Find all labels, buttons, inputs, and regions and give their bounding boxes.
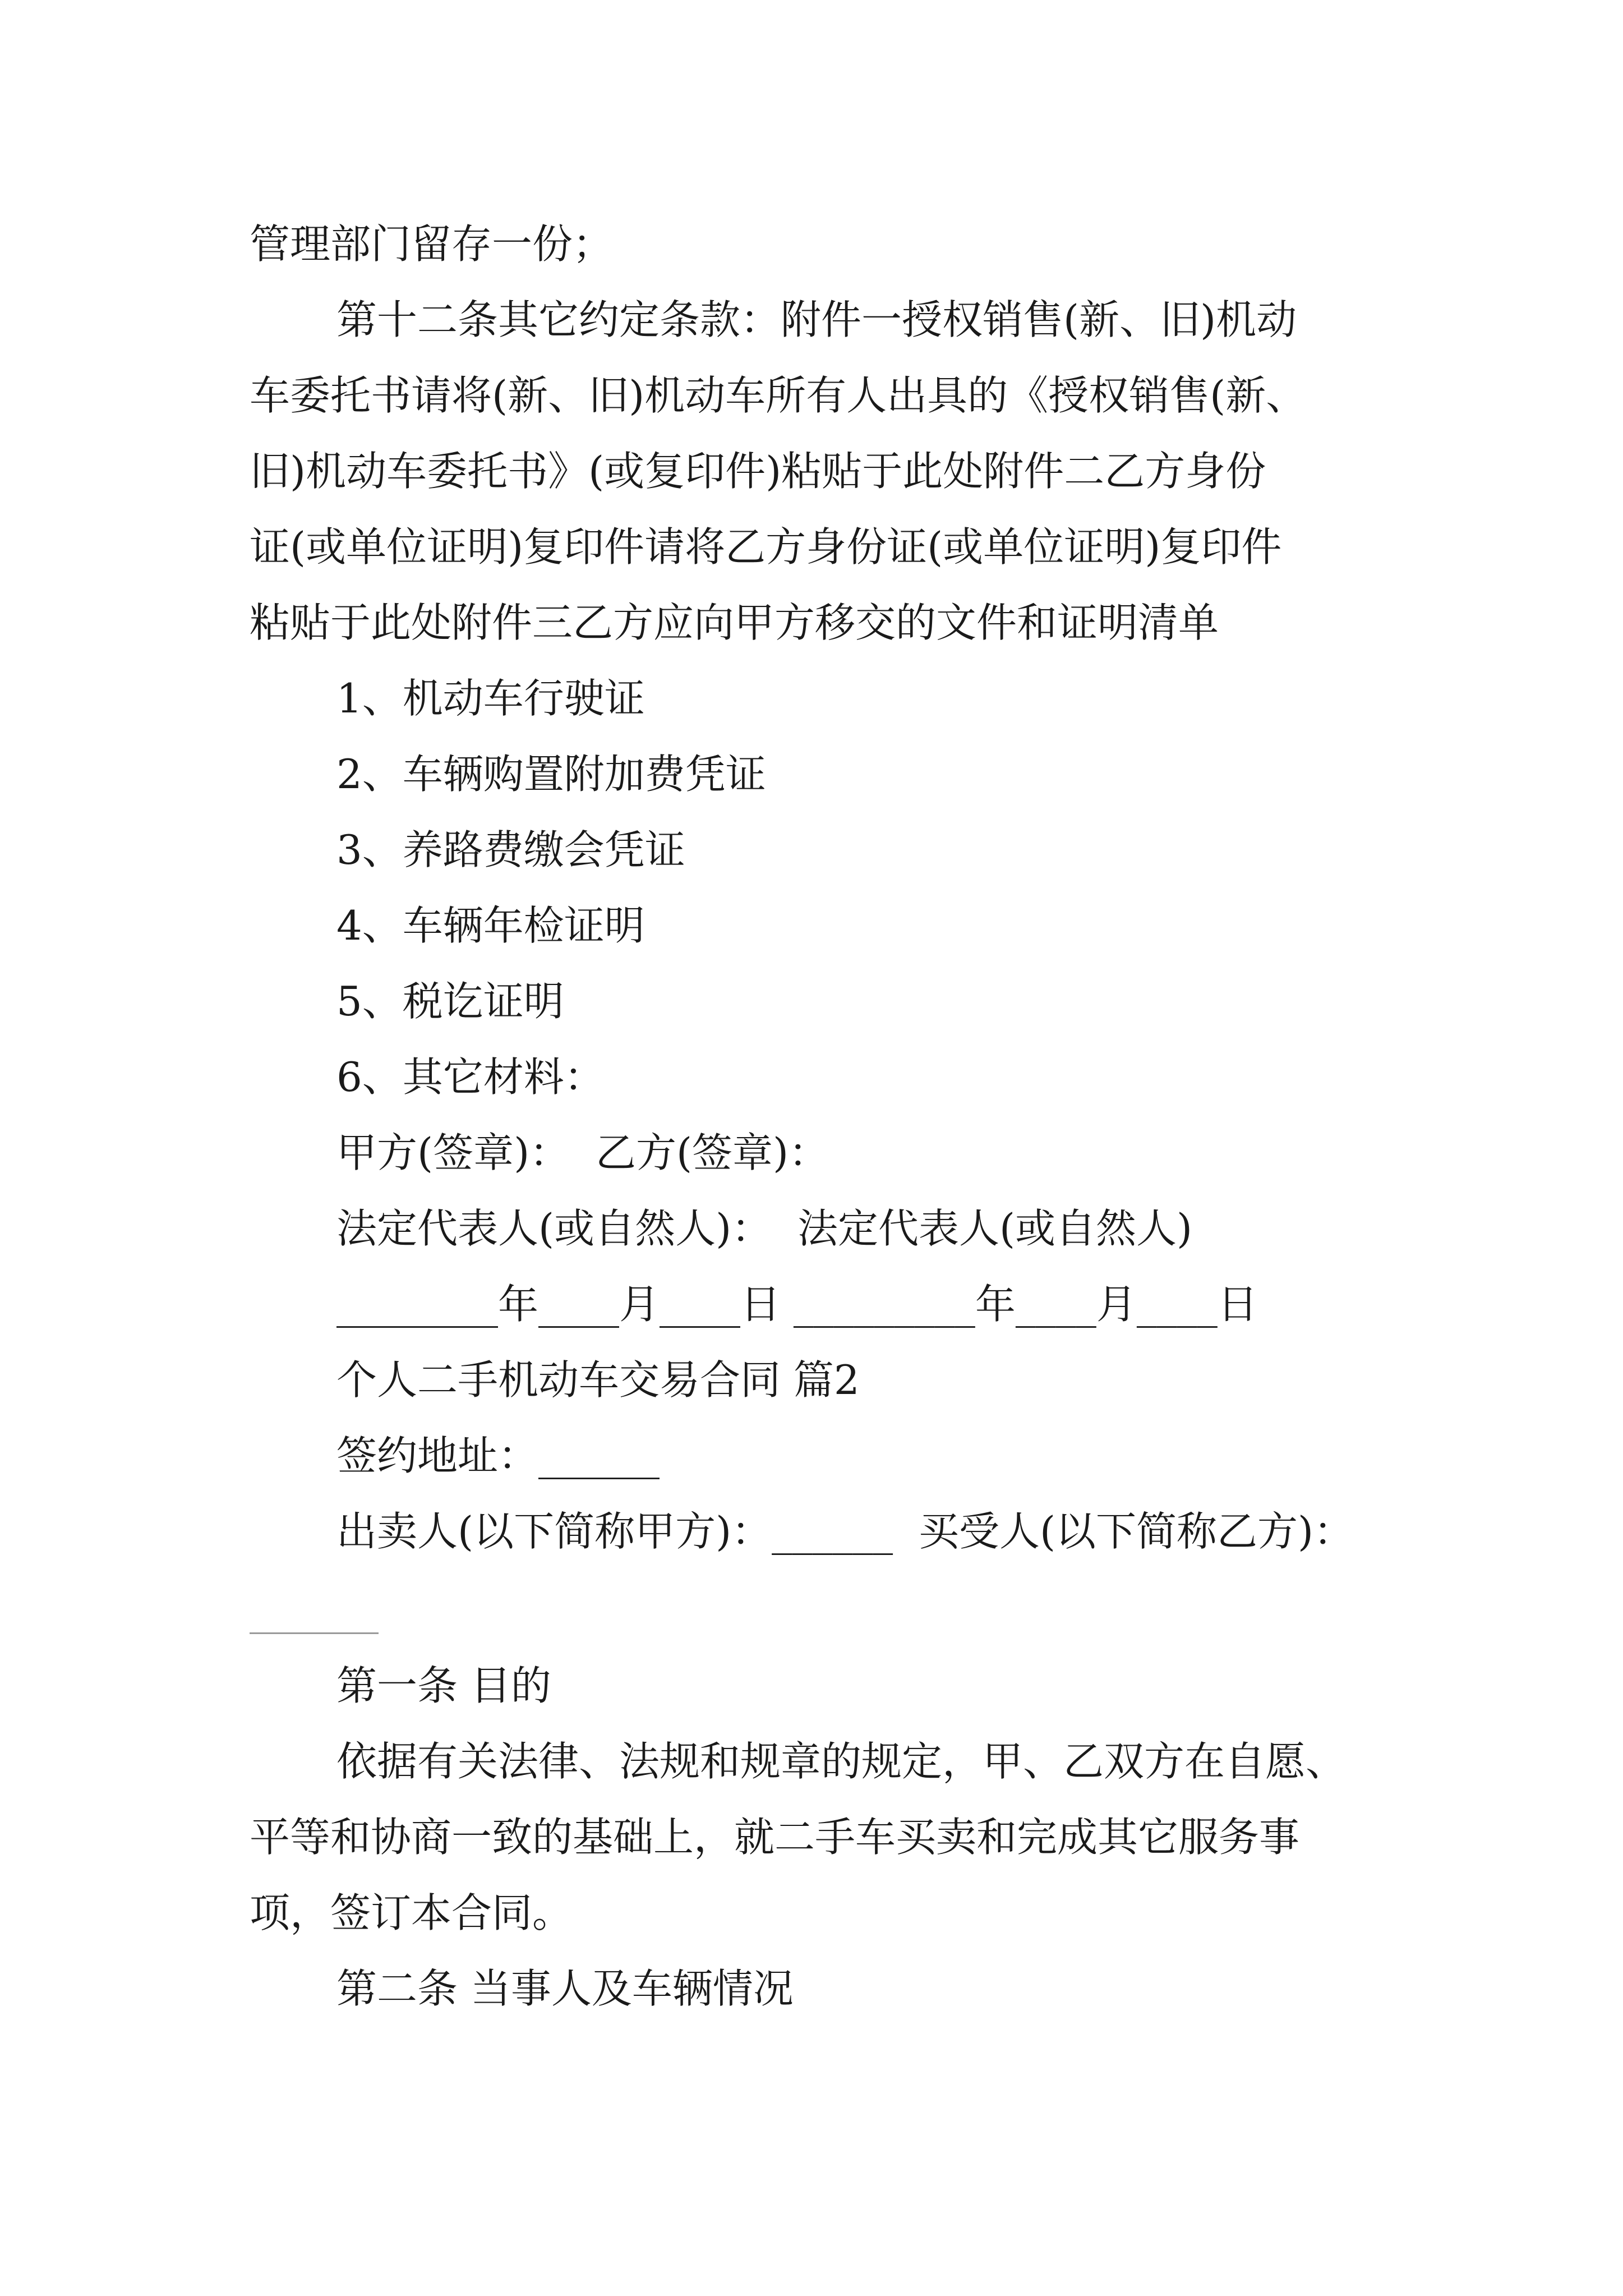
list-item: 2、车辆购置附加费凭证 <box>336 751 766 798</box>
paragraph-line: 证(或单位证明)复印件请将乙方身份证(或单位证明)复印件 <box>250 523 1282 570</box>
article-heading: 第二条 当事人及车辆情况 <box>336 1965 794 2012</box>
paragraph-line: 依据有关法律、法规和规章的规定，甲、乙双方在自愿、 <box>336 1738 1347 1785</box>
paragraph-line: 旧)机动车委托书》(或复印件)粘贴于此处附件二乙方身份 <box>250 448 1266 495</box>
paragraph-line: 出卖人(以下简称甲方)：______ 买受人(以下简称乙方)： <box>336 1508 1354 1555</box>
paragraph-line: 粘贴于此处附件三乙方应向甲方移交的文件和证明清单 <box>250 599 1219 646</box>
paragraph-line: 车委托书请将(新、旧)机动车所有人出具的《授权销售(新、 <box>250 372 1307 419</box>
list-item: 4、车辆年检证明 <box>336 902 645 949</box>
list-item: 6、其它材料： <box>336 1053 605 1101</box>
date-line: ________年____月____日 _________年____月____日 <box>336 1281 1258 1328</box>
signature-line: 甲方(签章)： 乙方(签章)： <box>336 1129 829 1176</box>
paragraph-line: 项，签订本合同。 <box>250 1889 573 1936</box>
signature-line: 法定代表人(或自然人)： 法定代表人(或自然人) <box>336 1205 1193 1252</box>
article-heading: 第一条 目的 <box>336 1662 551 1709</box>
paragraph-line: 第十二条其它约定条款：附件一授权销售(新、旧)机动 <box>336 296 1297 343</box>
list-item: 3、养路费缴会凭证 <box>336 826 685 873</box>
paragraph-line: 平等和协商一致的基础上，就二手车买卖和完成其它服务事 <box>250 1814 1300 1861</box>
list-item: 1、机动车行驶证 <box>336 675 645 722</box>
section-heading: 个人二手机动车交易合同 篇2 <box>336 1356 860 1404</box>
list-item: 5、税讫证明 <box>336 978 564 1025</box>
blank-underline <box>250 1632 379 1634</box>
paragraph-line: 管理部门留存一份； <box>250 220 614 268</box>
paragraph-line: 签约地址：______ <box>336 1432 660 1479</box>
